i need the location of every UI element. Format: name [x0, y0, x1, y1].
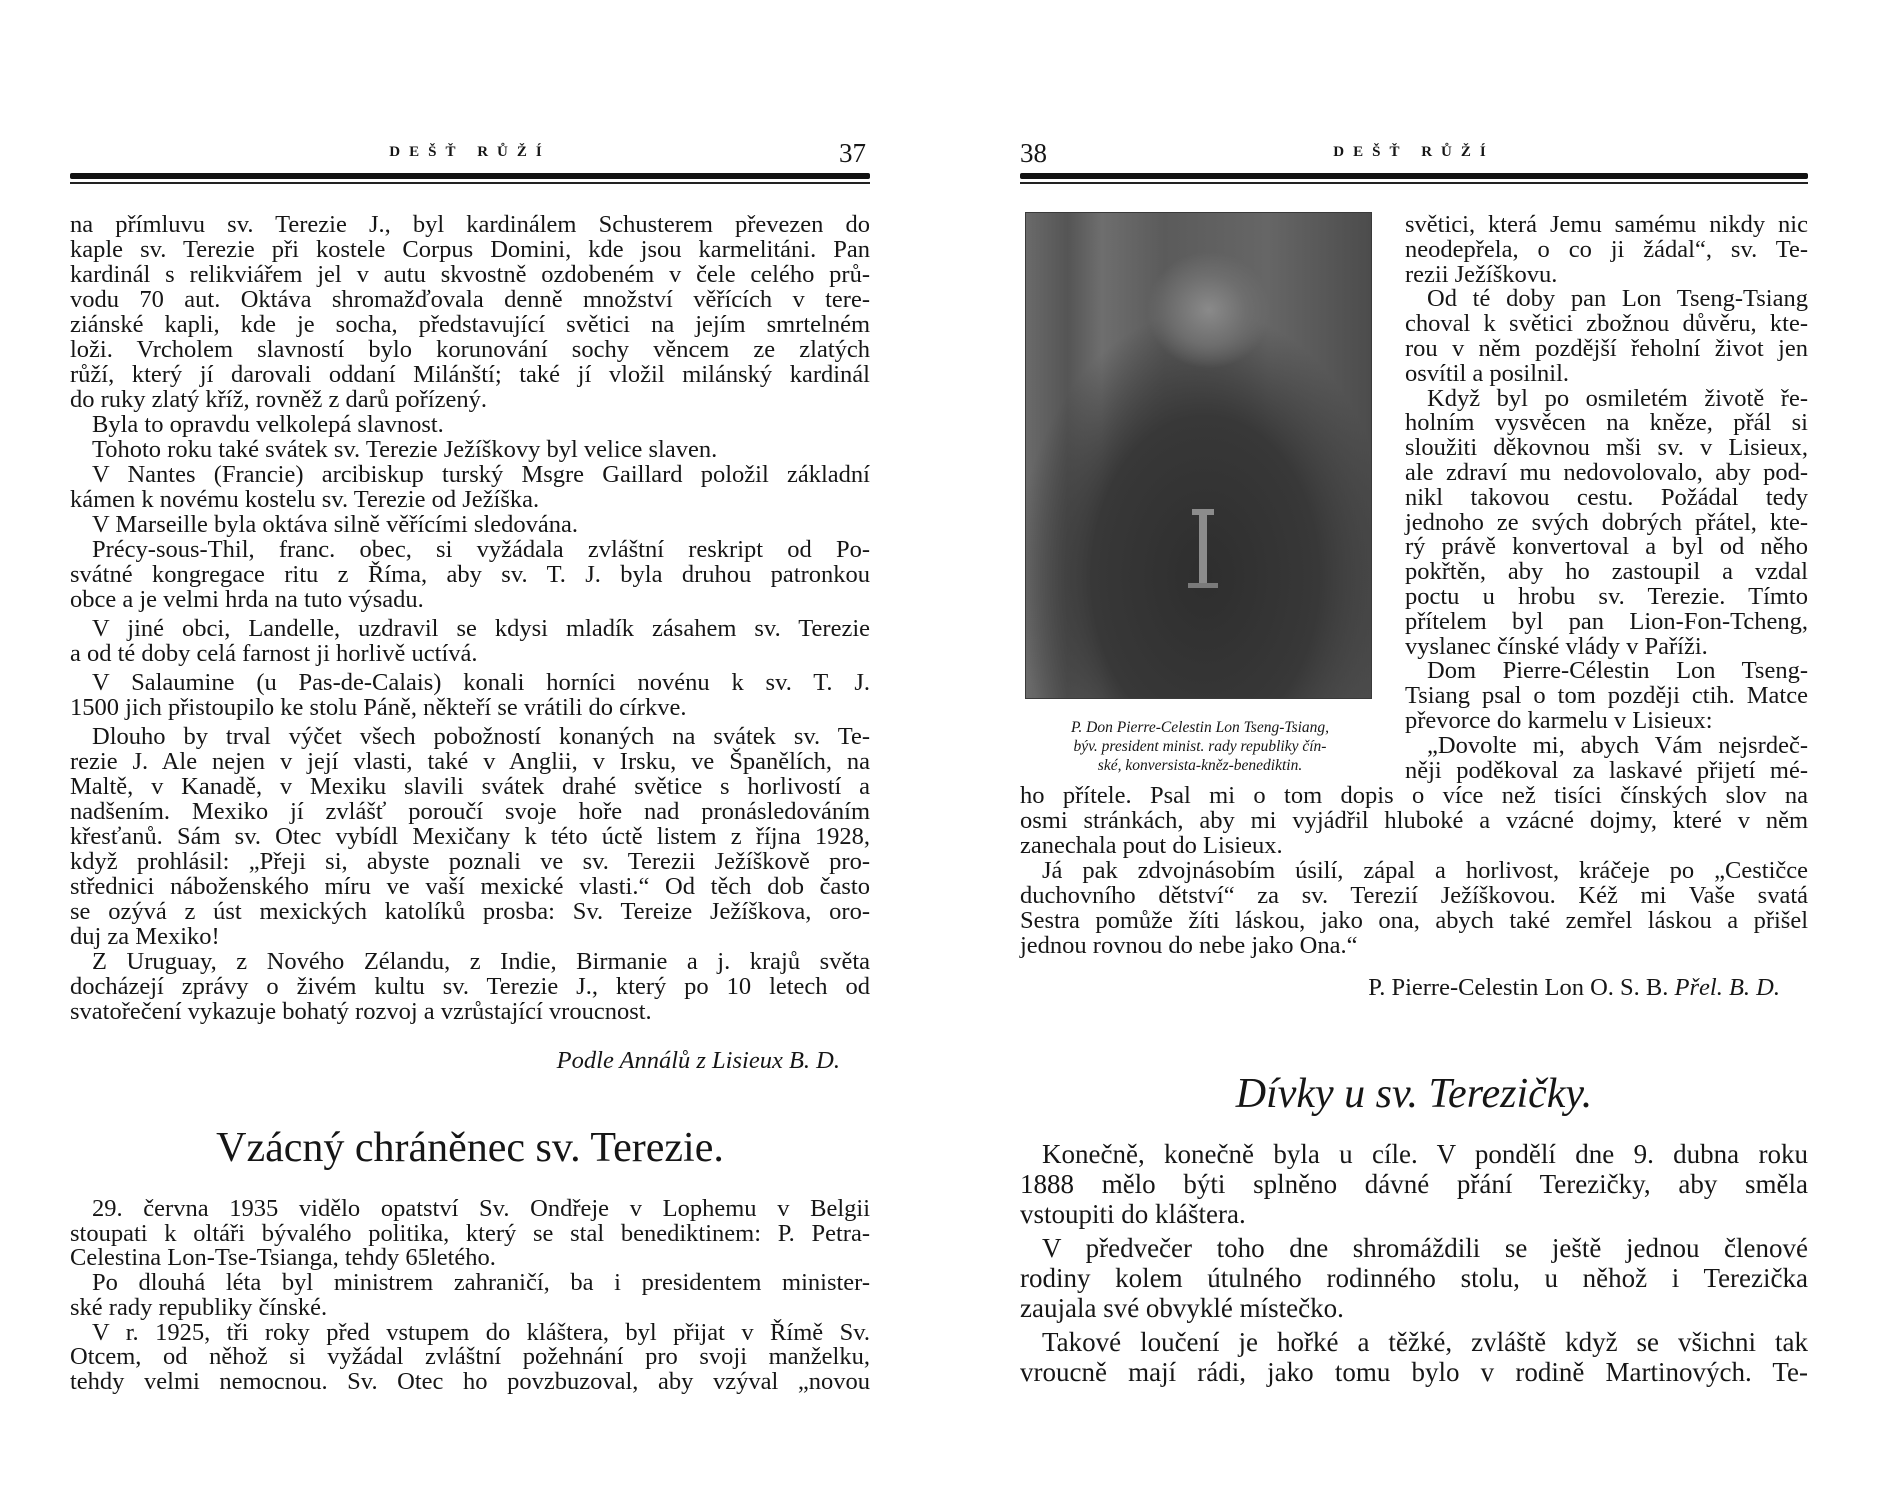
- running-title: DEŠŤ RŮŽÍ: [389, 144, 551, 160]
- text-line: V Salaumine (u Pas-de-Calais) konali horníci novénu k sv. T. J.: [92, 669, 870, 696]
- text-line: do ruky zlatý kříž, rovněž z darů pořízený.: [70, 386, 488, 413]
- page-number: 38: [1020, 138, 1047, 168]
- text-line: a od té doby celá farnost ji horlivě uctívá.: [70, 640, 478, 667]
- text-line: holním vysvěcen na kněze, přál si: [1405, 409, 1808, 437]
- text-line: sloužiti děkovnou mši sv. v Lisieux,: [1405, 434, 1808, 462]
- text-line: vroucně mají rádi, jako tomu bylo v rodině Martinových. Te-: [1020, 1357, 1808, 1387]
- text-line: ské rady republiky čínské.: [70, 1293, 328, 1321]
- text-line: kámen k novému kostelu sv. Terezie od Ježíška.: [70, 486, 540, 513]
- text-line: Sestra pomůže žíti láskou, jako ona, abych také zemřel láskou a přišel: [1020, 907, 1808, 934]
- text-line: svatořečení vykazuje bohatý rozvoj a vzrůstající vroucnost.: [70, 998, 652, 1025]
- text-line: docházejí zprávy o živém kultu sv. Terezie J., který po 10 letech od: [70, 973, 870, 1000]
- photo-caption-line: P. Don Pierre-Celestin Lon Tseng-Tsiang,: [1070, 719, 1330, 736]
- text-line: přítelem byl pan Lion-Fon-Tcheng,: [1405, 607, 1808, 635]
- text-line: V jiné obci, Landelle, uzdravil se kdysi mladík zásahem sv. Terezie: [92, 615, 870, 642]
- text-line: V předvečer toho dne shromáždili se ještě jednou členové: [1042, 1233, 1808, 1263]
- running-title: DEŠŤ RŮŽÍ: [1333, 144, 1495, 160]
- text-line: duchovního dětství“ za sv. Terezií Ježíškovou. Kéž mi Vaše svatá: [1020, 882, 1808, 909]
- text-line: Tsiang psal o tom později ctih. Matce: [1405, 682, 1808, 710]
- text-line: jednou rovnou do nebe jako Ona.“: [1020, 932, 1358, 959]
- text-line: Byla to opravdu velkolepá slavnost.: [92, 411, 444, 438]
- running-head: [1020, 140, 1808, 170]
- pectoral-cross-stem: [1199, 513, 1207, 585]
- photo-caption-line: býv. president minist. rady republiky čín-: [1073, 738, 1327, 755]
- article-heading: Vzácný chráněnec sv. Terezie.: [216, 1125, 724, 1171]
- text-line: křesťanů. Sám sv. Otec vybídl Mexičany k této úctě listem z října 1928,: [70, 823, 870, 850]
- text-line: pokřtěn, aby ho zastoupil a vzdal: [1405, 558, 1808, 586]
- text-line: světici, která Jemu samému nikdy nic: [1405, 211, 1808, 238]
- text-line: rodiny kolem útulného rodinného stolu, u něhož i Terezička: [1020, 1263, 1808, 1293]
- text-line: loži. Vrcholem slavností bylo korunování sochy věncem ze zlatých: [70, 336, 870, 363]
- text-line: Konečně, konečně byla u cíle. V pondělí dne 9. dubna roku: [1042, 1139, 1808, 1169]
- text-line: Dom Pierre-Célestin Lon Tseng-: [1427, 657, 1808, 685]
- text-line: 1888 mělo býti splněno dávné přání Terezičky, aby směla: [1020, 1169, 1808, 1199]
- header-rule-thick: [1020, 173, 1808, 179]
- text-line: Otcem, od něhož si vyžádal zvláštní požehnání pro svoji manželku,: [70, 1343, 870, 1371]
- text-line: růží, který jí darovali oddaní Milánští; také jí vložil milánský kardinál: [70, 361, 870, 388]
- text-line: na přímluvu sv. Terezie J., byl kardinálem Schusterem převezen do: [70, 211, 870, 238]
- text-line: Takové loučení je hořké a těžké, zvláště když se všichni tak: [1042, 1327, 1808, 1357]
- portrait-photo: [1025, 212, 1372, 699]
- text-line: ho přítele. Psal mi o tom dopis o více než tisíci čínských slov na: [1020, 782, 1808, 809]
- text-line: rezie J. Ale nejen v její vlasti, také v Anglii, v Irsku, ve Španělích, na: [70, 748, 870, 775]
- text-line: Tohoto roku také svátek sv. Terezie Ježíškovy byl velice slaven.: [92, 436, 718, 463]
- text-line: V Marseille byla oktáva silně věřícími sledována.: [92, 511, 579, 538]
- text-line: V r. 1925, tři roky před vstupem do kláštera, byl přijat v Římě Sv.: [92, 1318, 870, 1346]
- text-line: převorce do karmelu v Lisieux:: [1405, 707, 1713, 734]
- text-line: osmi stránkách, aby mi vyjádřil hluboké a vzácné dojmy, které v něm: [1020, 807, 1808, 834]
- text-line: Já pak zdvojnásobím úsilí, zápal a horlivost, kráčeje po „Cestičce: [1042, 857, 1808, 884]
- text-line: 29. června 1935 vidělo opatství Sv. Ondřeje v Lophemu v Belgii: [92, 1195, 870, 1222]
- text-line: zaujala své obvyklé místečko.: [1020, 1293, 1344, 1323]
- text-line: kardinál s relikviářem jel v autu skvostně ozdobeném v čele celého prů-: [70, 261, 870, 288]
- text-line: duj za Mexiko!: [70, 923, 220, 950]
- text-line: něji poděkoval za laskavé přijetí mé-: [1405, 756, 1808, 784]
- text-line: Précy-sous-Thil, franc. obec, si vyžádala zvláštní reskript od Po-: [92, 536, 870, 563]
- text-line: kaple sv. Terezie při kostele Corpus Domini, kde jsou karmelitáni. Pan: [70, 236, 870, 263]
- text-line: Když byl po osmiletém životě ře-: [1427, 384, 1808, 412]
- header-rule-thick: [70, 173, 870, 179]
- photo-caption-line: ské, konversista-kněz-benediktin.: [1097, 757, 1303, 774]
- text-line: střednici náboženského míru ve vaší mexické vlasti.“ Od těch dob často: [70, 873, 870, 900]
- text-line: rou v něm pozdější řeholní život jen: [1405, 335, 1808, 362]
- text-line: V Nantes (Francie) arcibiskup turský Msgre Gaillard položil základní: [92, 461, 870, 488]
- text-line: Od té doby pan Lon Tseng-Tsiang: [1427, 285, 1808, 313]
- text-line: Celestina Lon-Tse-Tsianga, tehdy 65letého.: [70, 1244, 496, 1272]
- text-line: nikl takovou cestu. Požádal tedy: [1405, 483, 1808, 511]
- translator-credit: Přel. B. D.: [1674, 974, 1780, 1001]
- text-line: Dlouho by trval výčet všech pobožností konaných na svátek sv. Te-: [92, 723, 870, 750]
- left-page: [70, 0, 870, 1500]
- text-line: tehdy velmi nemocnou. Sv. Otec ho povzbuzoval, aby vzýval „novou: [70, 1367, 870, 1395]
- text-line: 1500 jich přistoupilo ke stolu Páně, někteří se vrátili do církve.: [70, 694, 687, 721]
- text-line: „Dovolte mi, abych Vám nejsrdeč-: [1427, 731, 1808, 759]
- right-page: [1020, 0, 1808, 1500]
- text-line: Po dlouhá léta byl ministrem zahraničí, ba i presidentem minister-: [92, 1269, 870, 1297]
- signature-name: P. Pierre-Celestin Lon O. S. B.: [1368, 974, 1669, 1001]
- text-line: osvítil a posilnil.: [1405, 359, 1570, 387]
- text-line: vstoupiti do kláštera.: [1020, 1199, 1246, 1229]
- text-line: svátné kongregace ritu z Říma, aby sv. T. J. byla druhou patronkou: [70, 561, 870, 588]
- text-line: neodepřela, o co ji žádal“, sv. Te-: [1405, 235, 1808, 263]
- text-line: vyslanec čínské vlády v Paříži.: [1405, 632, 1708, 660]
- text-line: obce a je velmi hrda na tuto výsadu.: [70, 586, 424, 613]
- text-line: stoupati k oltáři bývalého politika, který se stal benediktinem: P. Petra-: [70, 1219, 870, 1247]
- text-line: choval k světici zbožnou důvěru, kte-: [1405, 310, 1808, 338]
- text-line: jednoho ze svých dobrých přátel, kte-: [1405, 508, 1808, 536]
- pectoral-cross-base: [1188, 583, 1218, 588]
- header-rule-thin: [70, 182, 870, 184]
- text-line: Z Uruguay, z Nového Zélandu, z Indie, Birmanie a j. krajů světa: [92, 948, 870, 975]
- article-heading: Dívky u sv. Terezičky.: [1235, 1071, 1593, 1117]
- text-line: rezii Ježíškovu.: [1405, 260, 1558, 288]
- text-line: poctu u hrobu sv. Terezie. Tímto: [1405, 583, 1808, 610]
- text-line: rý právě konvertoval a byl od něho: [1405, 533, 1808, 561]
- running-head: [70, 140, 870, 170]
- text-line: zanechala pout do Lisieux.: [1020, 832, 1283, 859]
- text-line: když prohlásil: „Přeji si, abyste poznali ve sv. Terezii Ježíškově pro-: [70, 848, 870, 875]
- text-line: ziánské kapli, kde je socha, představující světici na jejím smrtelném: [70, 311, 870, 338]
- text-line: nadšením. Mexiko jí zvlášť poroučí svoje hoře nad pronásledováním: [70, 798, 870, 825]
- text-line: Maltě, v Kanadě, v Mexiku slavili svátek drahé světice s horlivostí a: [70, 773, 870, 800]
- text-line: ale zdraví mu nedovolovalo, aby pod-: [1405, 459, 1808, 486]
- attribution: Podle Annálů z Lisieux B. D.: [556, 1047, 840, 1074]
- text-line: se ozývá z úst mexických katolíků prosba: Sv. Tereize Ježíškova, oro-: [70, 898, 870, 925]
- page-number: 37: [839, 138, 866, 168]
- signature: [1020, 975, 1780, 1000]
- text-line: vodu 70 aut. Oktáva shromažďovala denně množství věřících v tere-: [70, 286, 870, 313]
- header-rule-thin: [1020, 182, 1808, 184]
